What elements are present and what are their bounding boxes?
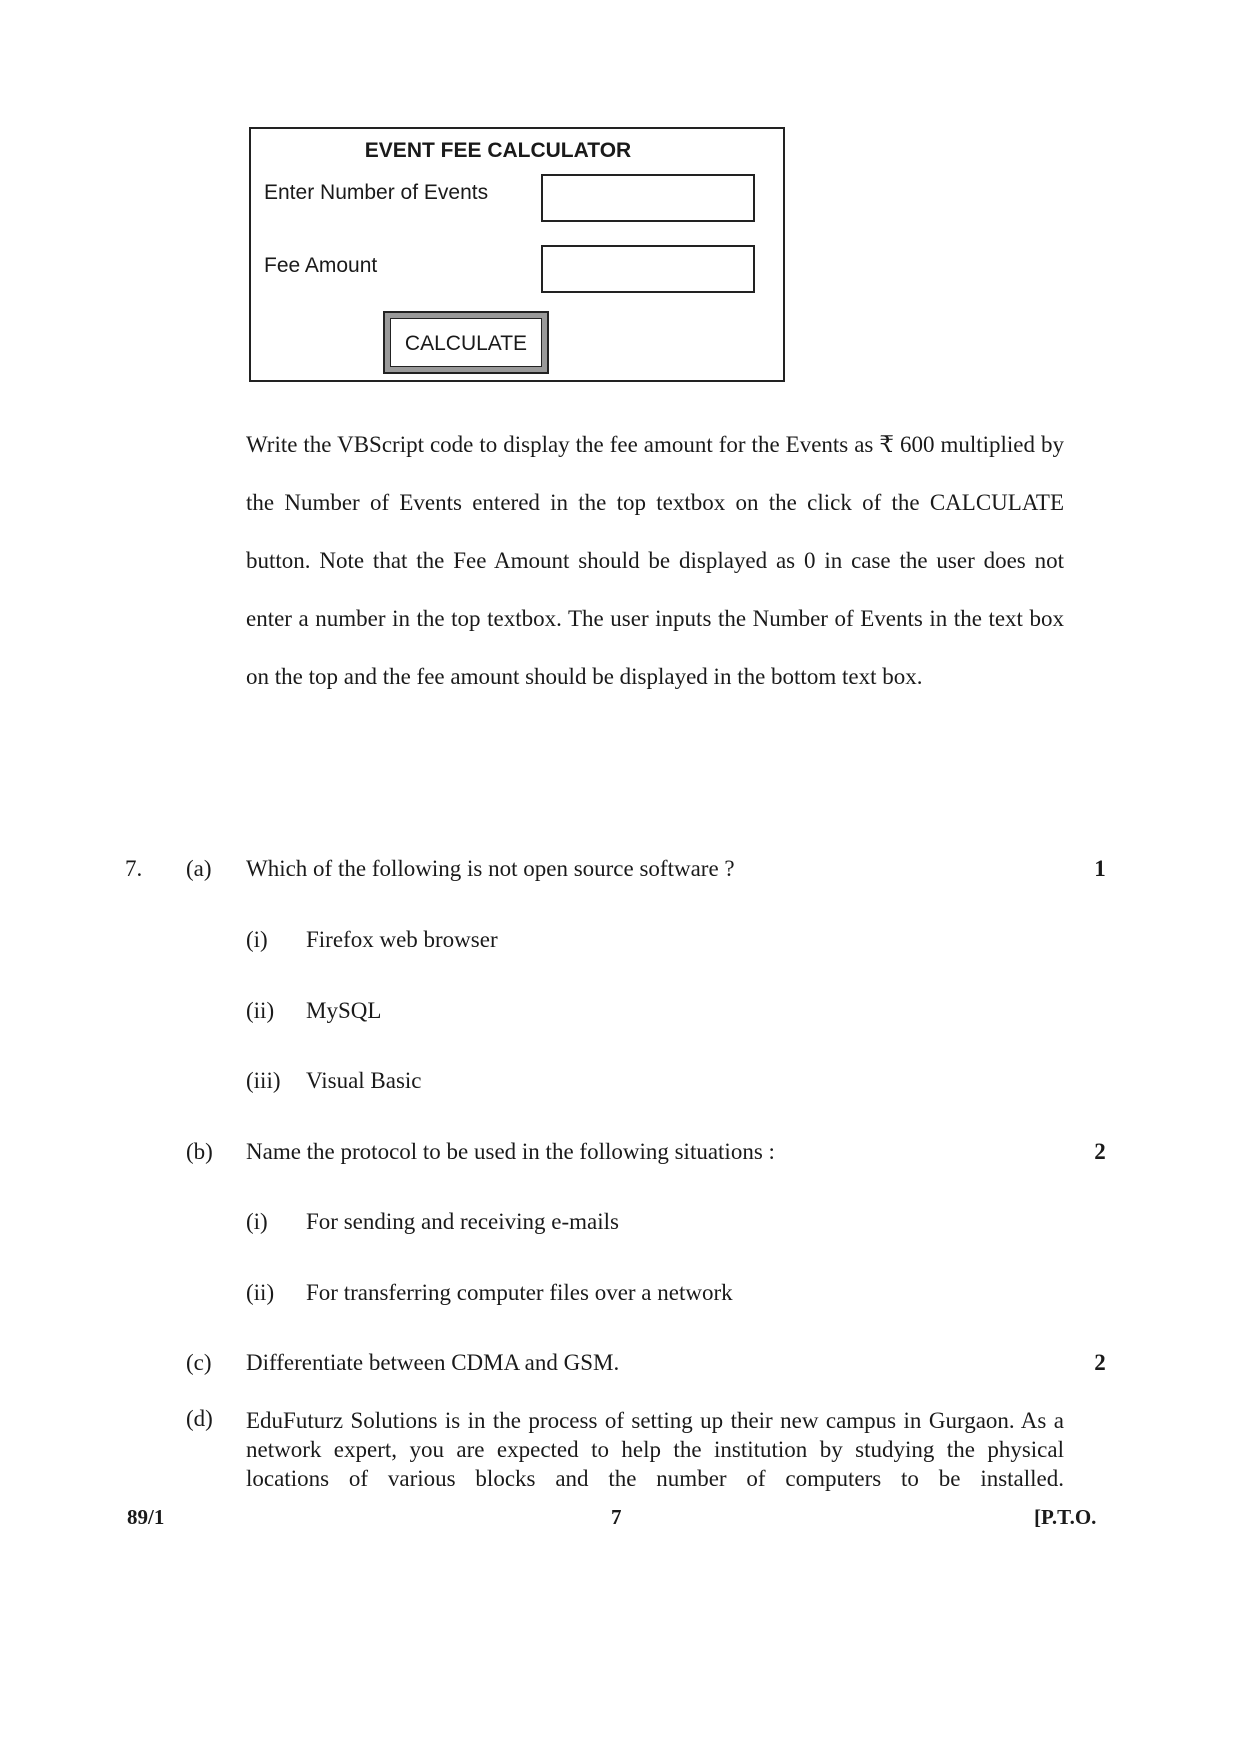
option-label: (i) [246,1209,268,1234]
option-text: MySQL [306,998,382,1023]
paper-code: 89/1 [127,1505,165,1529]
calculate-button[interactable] [383,311,549,374]
part-label: (d) [186,1406,213,1431]
option-label: (ii) [246,1280,275,1305]
part-label: (b) [186,1139,213,1164]
page-number: 7 [611,1505,622,1529]
part-text: Name the protocol to be used in the following situations : [246,1139,775,1164]
marks: 2 [1094,1350,1106,1375]
part-text: Which of the following is not open source software ? [246,856,735,881]
option-label: (i) [246,927,268,952]
part-text: Differentiate between CDMA and GSM. [246,1350,620,1375]
marks: 1 [1094,856,1106,881]
part-text: EduFuturz Solutions is in the process of setting up their new campus in Gurgaon. As a network expert, you are expected to help the institution by studying the physical locations of various blocks and the number of computers to be installed. [246,1408,1064,1491]
event-fee-calculator-form [249,127,785,382]
option-text: For transferring computer files over a network [306,1280,733,1305]
option-label: (ii) [246,998,275,1023]
pto-marker: [P.T.O. [1034,1505,1097,1529]
calculate-button-label: CALCULATE [390,318,542,367]
fee-label: Fee Amount [264,254,378,277]
form-title: EVENT FEE CALCULATOR [364,139,632,162]
question-number: 7. [125,856,143,881]
option-label: (iii) [246,1068,281,1093]
part-label: (a) [186,856,212,881]
events-label: Enter Number of Events [264,181,489,204]
option-text: For sending and receiving e-mails [306,1209,619,1234]
question-paragraph: Write the VBScript code to display the fee amount for the Events as ₹ 600 multiplied by the Number of Events entered in the top textbox on the click of the CALCULATE button. Note that the Fee Amount should be displayed as 0 in case the user does not enter a number in the top textbox. The user inputs the Number of Events in the text box on the top and the fee amount should be displayed in the bottom text box. [246,432,1064,689]
marks: 2 [1094,1139,1106,1164]
fee-input[interactable] [541,245,755,293]
events-input[interactable] [541,174,755,222]
part-label: (c) [186,1350,212,1375]
option-text: Visual Basic [306,1068,422,1093]
option-text: Firefox web browser [306,927,498,952]
